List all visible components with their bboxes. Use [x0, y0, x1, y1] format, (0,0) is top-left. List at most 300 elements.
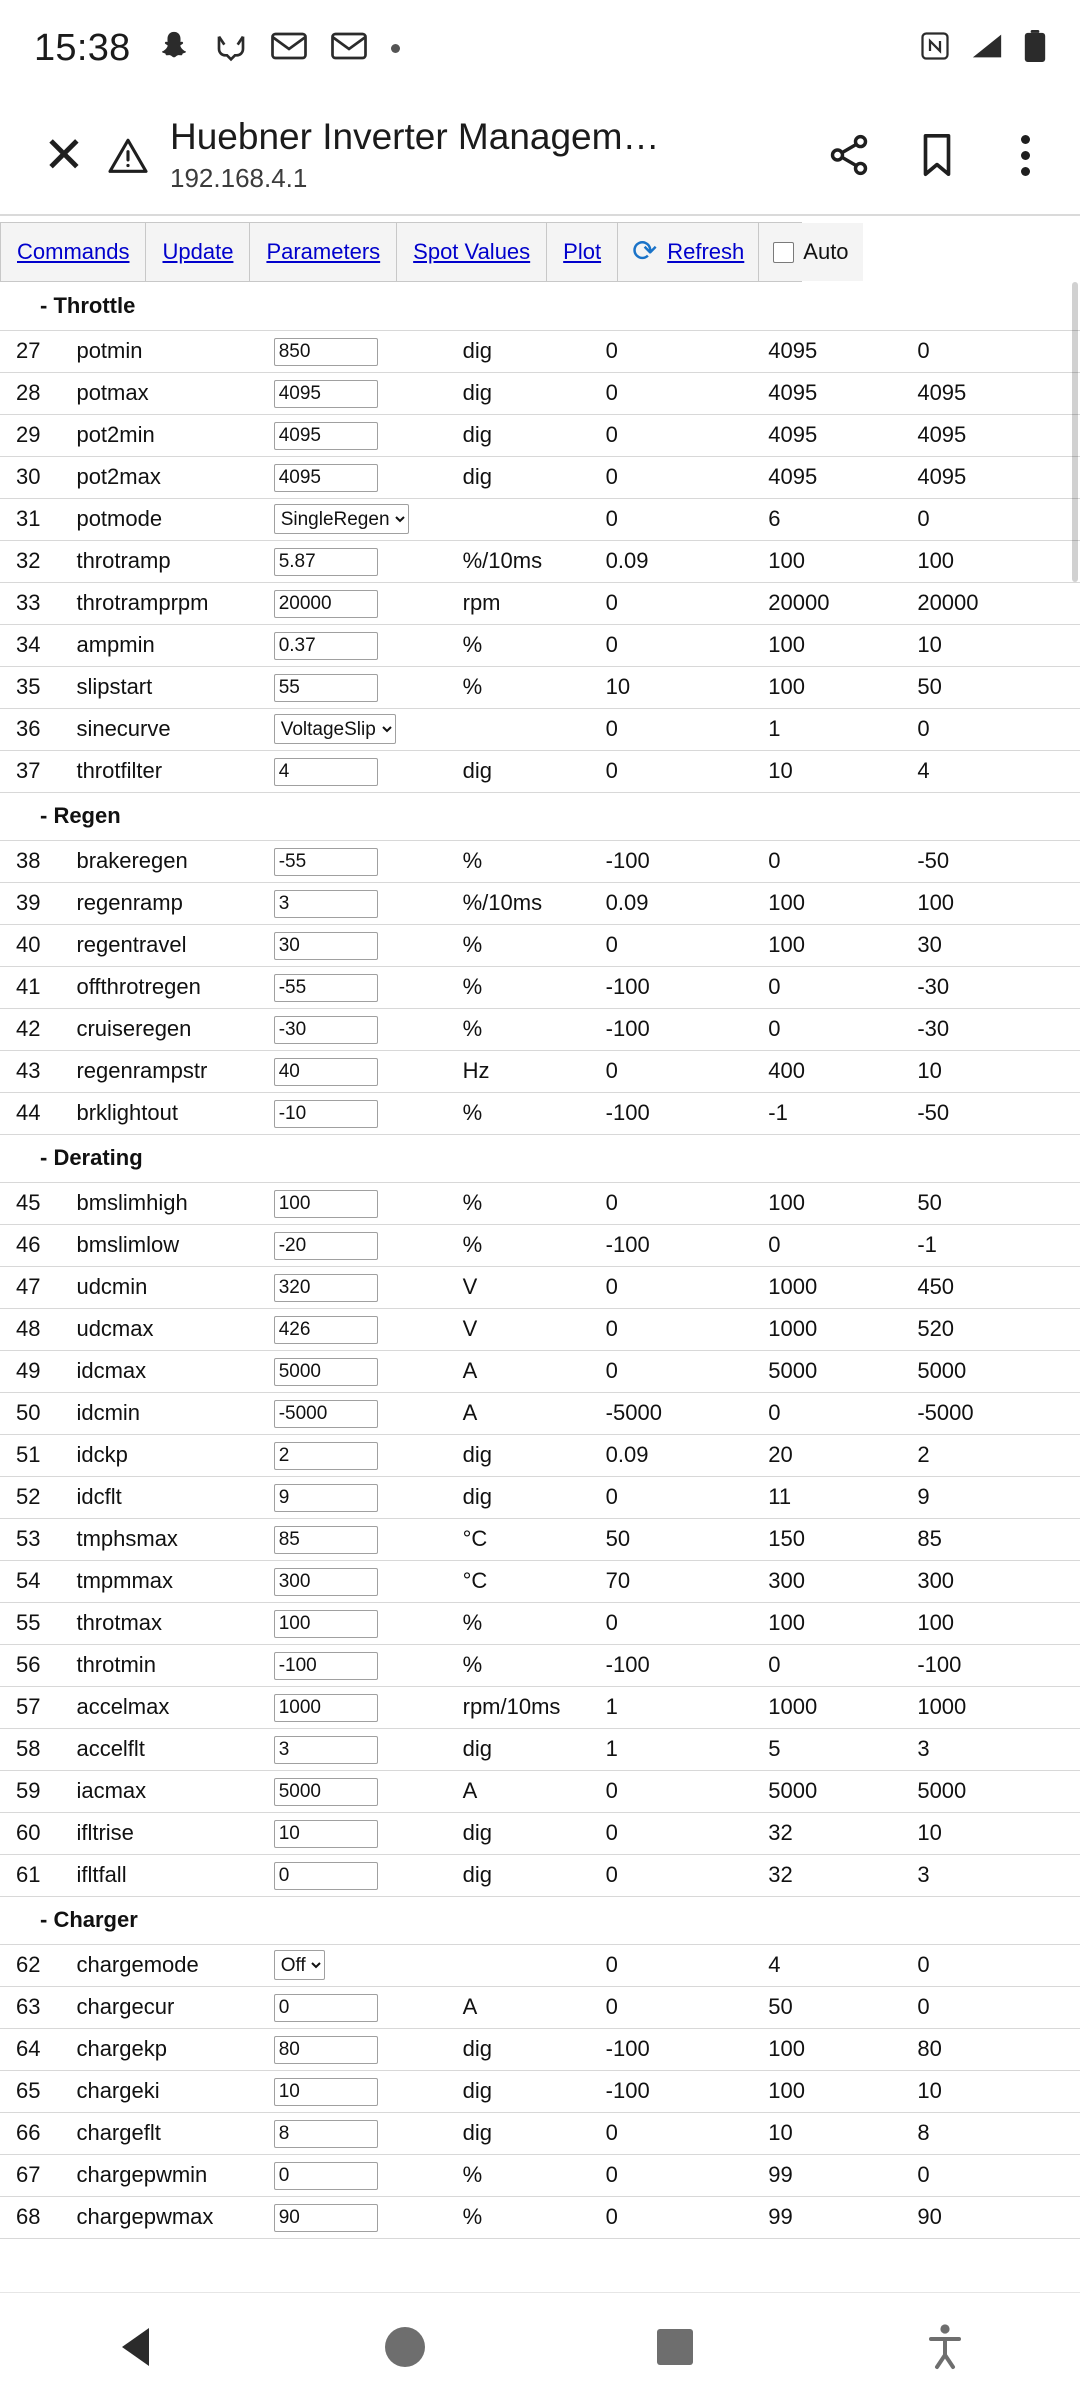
param-select-sinecurve[interactable] [274, 714, 396, 744]
param-min: 0 [606, 2196, 769, 2238]
param-default: 1000 [917, 1686, 1080, 1728]
param-index: 48 [0, 1308, 70, 1350]
unicode-mail-icon [215, 30, 247, 67]
table-row [0, 1266, 1080, 1308]
param-min: 0 [606, 456, 769, 498]
auto-refresh-toggle[interactable] [759, 223, 862, 281]
param-unit: A [457, 1986, 606, 2028]
param-name: pot2max [70, 456, 273, 498]
param-input-idcmax[interactable] [274, 1358, 378, 1386]
param-input-throtramprpm[interactable] [274, 590, 378, 618]
param-input-cruiseregen[interactable] [274, 1016, 378, 1044]
param-max: 150 [768, 1518, 917, 1560]
param-field-cell [274, 1944, 457, 1986]
param-index: 32 [0, 540, 70, 582]
table-row [0, 2070, 1080, 2112]
param-index: 30 [0, 456, 70, 498]
param-input-tmpmmax[interactable] [274, 1568, 378, 1596]
param-input-potmin[interactable] [274, 338, 378, 366]
param-name: ampmin [70, 624, 273, 666]
param-field-cell [274, 1224, 457, 1266]
param-max: 100 [768, 1182, 917, 1224]
param-unit: dig [457, 372, 606, 414]
param-index: 53 [0, 1518, 70, 1560]
param-field-cell [274, 1812, 457, 1854]
param-min: -100 [606, 1008, 769, 1050]
param-name: idcmax [70, 1350, 273, 1392]
param-unit: dig [457, 1812, 606, 1854]
param-max: 100 [768, 1602, 917, 1644]
param-min: 0 [606, 330, 769, 372]
param-min: 0 [606, 1182, 769, 1224]
nav-tab-commands[interactable]: Commands [0, 223, 146, 281]
param-unit: % [457, 1602, 606, 1644]
param-input-chargepwmin[interactable] [274, 2162, 378, 2190]
param-input-regentravel[interactable] [274, 932, 378, 960]
gmail-icon [331, 31, 367, 66]
param-min: -100 [606, 2070, 769, 2112]
param-input-udcmin[interactable] [274, 1274, 378, 1302]
system-navigation-bar [0, 2292, 1080, 2400]
param-field-cell [274, 1092, 457, 1134]
page-url: 192.168.4.1 [170, 162, 308, 193]
param-index: 51 [0, 1434, 70, 1476]
param-max: 4 [768, 1944, 917, 1986]
param-input-brklightout[interactable] [274, 1100, 378, 1128]
param-input-throtfilter[interactable] [274, 758, 378, 786]
param-max: 300 [768, 1560, 917, 1602]
param-input-chargeki[interactable] [274, 2078, 378, 2106]
param-index: 67 [0, 2154, 70, 2196]
param-default: 0 [917, 1944, 1080, 1986]
param-input-offthrotregen[interactable] [274, 974, 378, 1002]
param-index: 35 [0, 666, 70, 708]
param-index: 50 [0, 1392, 70, 1434]
overflow-menu-icon[interactable] [998, 135, 1052, 176]
param-max: 100 [768, 882, 917, 924]
table-row [0, 1686, 1080, 1728]
warning-triangle-icon[interactable] [100, 137, 156, 173]
param-max: 100 [768, 2070, 917, 2112]
param-max: 0 [768, 966, 917, 1008]
param-unit: Hz [457, 1050, 606, 1092]
param-unit: % [457, 2196, 606, 2238]
scrollbar[interactable] [1072, 282, 1078, 582]
param-field-cell [274, 2028, 457, 2070]
bookmark-icon[interactable] [910, 132, 964, 178]
param-name: brklightout [70, 1092, 273, 1134]
param-field-cell [274, 666, 457, 708]
param-min: -100 [606, 1092, 769, 1134]
param-default: -100 [917, 1644, 1080, 1686]
param-index: 27 [0, 330, 70, 372]
param-unit: dig [457, 750, 606, 792]
param-unit: rpm/10ms [457, 1686, 606, 1728]
param-max: 5 [768, 1728, 917, 1770]
group-title: - Charger [0, 1896, 1080, 1944]
param-unit [457, 1944, 606, 1986]
param-name: potmin [70, 330, 273, 372]
param-max: 5000 [768, 1770, 917, 1812]
param-default: 2 [917, 1434, 1080, 1476]
status-clock: 15:38 [34, 26, 131, 69]
param-name: throtmin [70, 1644, 273, 1686]
recents-button[interactable] [585, 2329, 765, 2365]
param-index: 28 [0, 372, 70, 414]
table-row [0, 1770, 1080, 1812]
table-row [0, 924, 1080, 966]
param-max: 50 [768, 1986, 917, 2028]
param-max: 99 [768, 2196, 917, 2238]
param-min: 0 [606, 582, 769, 624]
param-default: -1 [917, 1224, 1080, 1266]
param-field-cell [274, 540, 457, 582]
table-row [0, 624, 1080, 666]
param-input-throtmax[interactable] [274, 1610, 378, 1638]
param-field-cell [274, 414, 457, 456]
param-max: 100 [768, 924, 917, 966]
param-input-udcmax[interactable] [274, 1316, 378, 1344]
param-name: chargecur [70, 1986, 273, 2028]
app-bar-actions [808, 132, 1052, 178]
param-name: chargepwmin [70, 2154, 273, 2196]
param-unit: A [457, 1770, 606, 1812]
param-min: 0.09 [606, 882, 769, 924]
param-input-regenramp[interactable] [274, 890, 378, 918]
param-input-slipstart[interactable] [274, 674, 378, 702]
table-row [0, 1182, 1080, 1224]
param-min: -5000 [606, 1392, 769, 1434]
param-name: slipstart [70, 666, 273, 708]
signal-icon [970, 31, 1004, 66]
back-triangle-icon [122, 2328, 149, 2366]
param-name: ifltrise [70, 1812, 273, 1854]
param-name: accelmax [70, 1686, 273, 1728]
param-input-brakeregen[interactable] [274, 848, 378, 876]
param-input-ifltfall[interactable] [274, 1862, 378, 1890]
param-max: 20 [768, 1434, 917, 1476]
nav-tab-plot[interactable]: Plot [547, 223, 618, 281]
param-default: -50 [917, 1092, 1080, 1134]
table-row [0, 1308, 1080, 1350]
param-default: 3 [917, 1854, 1080, 1896]
param-field-cell [274, 1686, 457, 1728]
table-row [0, 1944, 1080, 1986]
param-default: 10 [917, 1812, 1080, 1854]
param-unit: dig [457, 2112, 606, 2154]
param-default: 450 [917, 1266, 1080, 1308]
param-name: tmphsmax [70, 1518, 273, 1560]
param-default: 0 [917, 330, 1080, 372]
param-index: 61 [0, 1854, 70, 1896]
param-name: idcflt [70, 1476, 273, 1518]
param-min: 0.09 [606, 1434, 769, 1476]
table-row [0, 1476, 1080, 1518]
param-max: 100 [768, 666, 917, 708]
param-input-bmslimlow[interactable] [274, 1232, 378, 1260]
param-default: -30 [917, 966, 1080, 1008]
param-index: 42 [0, 1008, 70, 1050]
param-min: 0 [606, 2154, 769, 2196]
param-index: 58 [0, 1728, 70, 1770]
param-input-chargecur[interactable] [274, 1994, 378, 2022]
nav-tab-update[interactable]: Update [146, 223, 250, 281]
param-min: 70 [606, 1560, 769, 1602]
param-name: chargekp [70, 2028, 273, 2070]
param-unit: %/10ms [457, 882, 606, 924]
param-field-cell [274, 582, 457, 624]
refresh-label: Refresh [667, 239, 745, 264]
parameter-group-header [0, 1896, 1080, 1944]
param-unit: %/10ms [457, 540, 606, 582]
param-input-bmslimhigh[interactable] [274, 1190, 378, 1218]
param-field-cell [274, 966, 457, 1008]
param-unit: dig [457, 1854, 606, 1896]
param-input-pot2min[interactable] [274, 422, 378, 450]
param-input-throtramp[interactable] [274, 548, 378, 576]
param-default: -30 [917, 1008, 1080, 1050]
param-input-accelmax[interactable] [274, 1694, 378, 1722]
param-max: 400 [768, 1050, 917, 1092]
param-name: cruiseregen [70, 1008, 273, 1050]
param-input-chargekp[interactable] [274, 2036, 378, 2064]
param-unit: % [457, 924, 606, 966]
param-min: -100 [606, 1644, 769, 1686]
param-field-cell [274, 1770, 457, 1812]
param-name: pot2min [70, 414, 273, 456]
table-row [0, 582, 1080, 624]
table-row [0, 1050, 1080, 1092]
param-max: 10 [768, 750, 917, 792]
home-button[interactable] [315, 2327, 495, 2367]
param-name: idcmin [70, 1392, 273, 1434]
param-default: 10 [917, 1050, 1080, 1092]
group-title: - Regen [0, 792, 1080, 840]
param-unit: % [457, 966, 606, 1008]
param-input-regenrampstr[interactable] [274, 1058, 378, 1086]
recents-square-icon [657, 2329, 693, 2365]
param-input-accelflt[interactable] [274, 1736, 378, 1764]
param-select-potmode[interactable] [274, 504, 409, 534]
param-default: -5000 [917, 1392, 1080, 1434]
param-min: 0 [606, 1050, 769, 1092]
param-field-cell [274, 1008, 457, 1050]
param-min: 0 [606, 708, 769, 750]
param-default: 300 [917, 1560, 1080, 1602]
param-max: 0 [768, 840, 917, 882]
param-input-iacmax[interactable] [274, 1778, 378, 1806]
param-name: bmslimhigh [70, 1182, 273, 1224]
param-field-cell [274, 2070, 457, 2112]
param-index: 52 [0, 1476, 70, 1518]
battery-icon [1024, 30, 1046, 67]
param-index: 37 [0, 750, 70, 792]
param-field-cell [274, 2196, 457, 2238]
param-index: 57 [0, 1686, 70, 1728]
param-min: -100 [606, 2028, 769, 2070]
param-name: idckp [70, 1434, 273, 1476]
nav-tab-parameters[interactable]: Parameters [250, 223, 397, 281]
param-index: 43 [0, 1050, 70, 1092]
param-unit: % [457, 1092, 606, 1134]
param-input-idcflt[interactable] [274, 1484, 378, 1512]
table-row [0, 882, 1080, 924]
table-row [0, 2112, 1080, 2154]
table-row [0, 1518, 1080, 1560]
param-min: 0 [606, 924, 769, 966]
param-unit: % [457, 624, 606, 666]
param-default: 0 [917, 498, 1080, 540]
parameter-group-header [0, 282, 1080, 330]
table-row [0, 840, 1080, 882]
param-index: 29 [0, 414, 70, 456]
nav-tab-spot-values[interactable]: Spot Values [397, 223, 547, 281]
param-input-idckp[interactable] [274, 1442, 378, 1470]
param-index: 33 [0, 582, 70, 624]
param-field-cell [274, 1308, 457, 1350]
table-row [0, 1728, 1080, 1770]
param-input-tmphsmax[interactable] [274, 1526, 378, 1554]
param-max: 1000 [768, 1686, 917, 1728]
param-max: 0 [768, 1644, 917, 1686]
param-unit [457, 498, 606, 540]
accessibility-button[interactable] [855, 2323, 1035, 2371]
param-name: bmslimlow [70, 1224, 273, 1266]
param-index: 41 [0, 966, 70, 1008]
param-input-throtmin[interactable] [274, 1652, 378, 1680]
param-field-cell [274, 750, 457, 792]
param-unit: dig [457, 2028, 606, 2070]
param-input-idcmin[interactable] [274, 1400, 378, 1428]
back-button[interactable] [45, 2328, 225, 2366]
table-row [0, 1224, 1080, 1266]
param-name: throtramprpm [70, 582, 273, 624]
param-unit: V [457, 1308, 606, 1350]
param-name: brakeregen [70, 840, 273, 882]
status-notification-icons [157, 29, 920, 68]
param-min: 0 [606, 624, 769, 666]
param-field-cell [274, 1434, 457, 1476]
param-index: 65 [0, 2070, 70, 2112]
param-input-ampmin[interactable] [274, 632, 378, 660]
param-min: 0 [606, 1308, 769, 1350]
table-row [0, 1560, 1080, 1602]
param-unit [457, 708, 606, 750]
param-field-cell [274, 1644, 457, 1686]
table-row [0, 1812, 1080, 1854]
param-name: chargemode [70, 1944, 273, 1986]
param-default: 4095 [917, 414, 1080, 456]
param-min: 0 [606, 414, 769, 456]
param-index: 34 [0, 624, 70, 666]
param-min: -100 [606, 1224, 769, 1266]
param-input-chargepwmax[interactable] [274, 2204, 378, 2232]
param-default: 4 [917, 750, 1080, 792]
param-default: 10 [917, 624, 1080, 666]
param-index: 45 [0, 1182, 70, 1224]
param-input-pot2max[interactable] [274, 464, 378, 492]
param-min: 1 [606, 1728, 769, 1770]
nfc-icon [920, 31, 950, 66]
param-min: 0 [606, 372, 769, 414]
param-max: 4095 [768, 330, 917, 372]
param-min: 0.09 [606, 540, 769, 582]
param-default: 5000 [917, 1350, 1080, 1392]
table-row [0, 372, 1080, 414]
app-bar-divider [0, 214, 1080, 216]
param-name: udcmin [70, 1266, 273, 1308]
browser-app-bar [0, 96, 1080, 214]
param-default: 100 [917, 1602, 1080, 1644]
param-field-cell [274, 1986, 457, 2028]
param-field-cell [274, 840, 457, 882]
page-nav-bar [0, 222, 849, 282]
table-row [0, 2154, 1080, 2196]
table-row [0, 498, 1080, 540]
param-input-chargeflt[interactable] [274, 2120, 378, 2148]
param-field-cell [274, 624, 457, 666]
param-name: regenramp [70, 882, 273, 924]
param-min: 0 [606, 2112, 769, 2154]
param-unit: % [457, 2154, 606, 2196]
close-button[interactable]: ✕ [43, 127, 85, 183]
table-row [0, 666, 1080, 708]
param-index: 63 [0, 1986, 70, 2028]
param-field-cell [274, 1350, 457, 1392]
param-select-chargemode[interactable] [274, 1950, 325, 1980]
param-index: 36 [0, 708, 70, 750]
page-title-block[interactable] [156, 116, 808, 194]
param-field-cell [274, 498, 457, 540]
refresh-button[interactable] [618, 223, 759, 281]
status-bar [0, 0, 1080, 96]
param-index: 59 [0, 1770, 70, 1812]
parameters-scroll-area[interactable] [0, 282, 1080, 2229]
param-min: 0 [606, 1986, 769, 2028]
param-input-ifltrise[interactable] [274, 1820, 378, 1848]
param-min: 0 [606, 1350, 769, 1392]
param-min: 0 [606, 1476, 769, 1518]
auto-label: Auto [803, 239, 849, 264]
param-unit: V [457, 1266, 606, 1308]
param-input-potmax[interactable] [274, 380, 378, 408]
param-max: 0 [768, 1224, 917, 1266]
param-field-cell [274, 708, 457, 750]
param-field-cell [274, 2112, 457, 2154]
share-icon[interactable] [822, 132, 876, 178]
param-default: 4095 [917, 372, 1080, 414]
param-default: -50 [917, 840, 1080, 882]
param-default: 4095 [917, 456, 1080, 498]
param-field-cell [274, 924, 457, 966]
param-default: 80 [917, 2028, 1080, 2070]
param-default: 0 [917, 2154, 1080, 2196]
param-name: udcmax [70, 1308, 273, 1350]
refresh-icon: ⟳ [632, 235, 658, 268]
param-index: 56 [0, 1644, 70, 1686]
table-row [0, 414, 1080, 456]
table-row [0, 540, 1080, 582]
param-min: -100 [606, 966, 769, 1008]
param-default: 50 [917, 666, 1080, 708]
home-circle-icon [385, 2327, 425, 2367]
param-max: 32 [768, 1854, 917, 1896]
param-max: 10 [768, 2112, 917, 2154]
param-index: 49 [0, 1350, 70, 1392]
auto-checkbox[interactable] [773, 242, 794, 263]
param-name: sinecurve [70, 708, 273, 750]
param-max: 1000 [768, 1308, 917, 1350]
